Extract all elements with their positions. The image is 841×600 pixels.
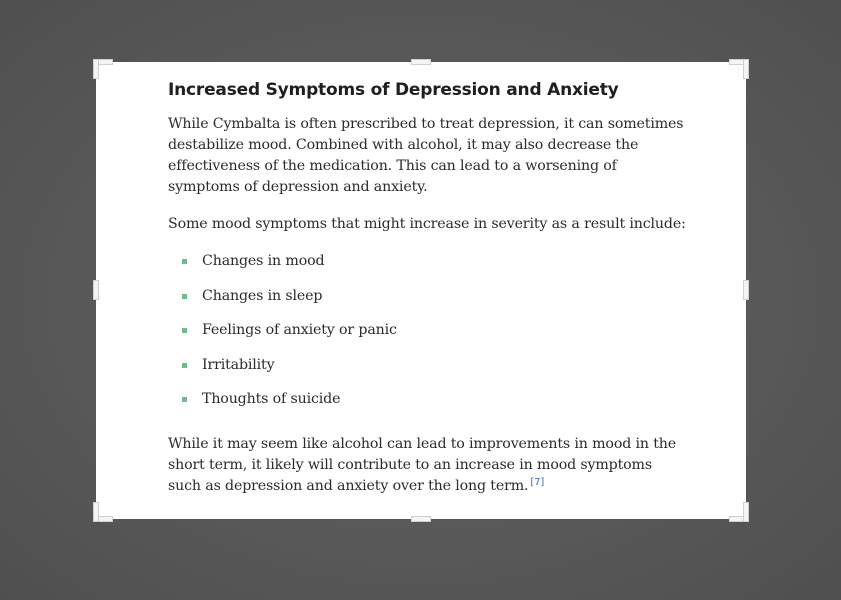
article-paragraph-3 [168,434,688,497]
list-item [168,320,688,341]
list-item [168,251,688,272]
crop-handle-top-left[interactable] [93,59,113,79]
bullet-icon [182,259,187,264]
article-paragraph-1: While Cymbalta is often prescribed to treat depression, it can sometimes destabilize mood. Combined with alcohol, it may also decrease the effectiveness of the medication. This can lead to a worsening of symptoms of depression and anxiety. [168,116,684,195]
list-item-text: Changes in sleep [202,287,323,304]
list-item-text: Irritability [202,356,275,373]
symptom-list [168,251,688,410]
crop-handle-top[interactable] [411,59,431,65]
crop-handle-bottom-left[interactable] [93,502,113,522]
crop-selection-frame[interactable] [96,62,746,519]
bullet-icon [182,294,187,299]
bullet-icon [182,397,187,402]
list-item-text: Changes in mood [202,253,325,269]
crop-handle-top-right[interactable] [729,59,749,79]
crop-handle-bottom[interactable] [411,516,431,522]
list-item-text: Thoughts of suicide [202,391,341,408]
reference-link[interactable]: [7] [530,476,545,488]
crop-handle-bottom-right[interactable] [729,502,749,522]
list-item-text: Feelings of anxiety or panic [202,322,397,339]
article-heading: Increased Symptoms of Depression and Anxiety [168,80,619,100]
article-paragraph-3-text: While it may seem like alcohol can lead to improvements in mood in the short term, it likely will contribute to an increase in mood symptoms such as depression and anxiety over the long term. [168,436,677,495]
list-item [168,355,688,376]
article-content [168,80,688,513]
list-item [168,286,688,307]
bullet-icon [182,328,187,333]
crop-handle-left[interactable] [93,280,99,300]
crop-handle-right[interactable] [743,280,749,300]
article-paragraph-2: Some mood symptoms that might increase in severity as a result include: [168,216,686,232]
list-item [168,389,688,410]
bullet-icon [182,363,187,368]
